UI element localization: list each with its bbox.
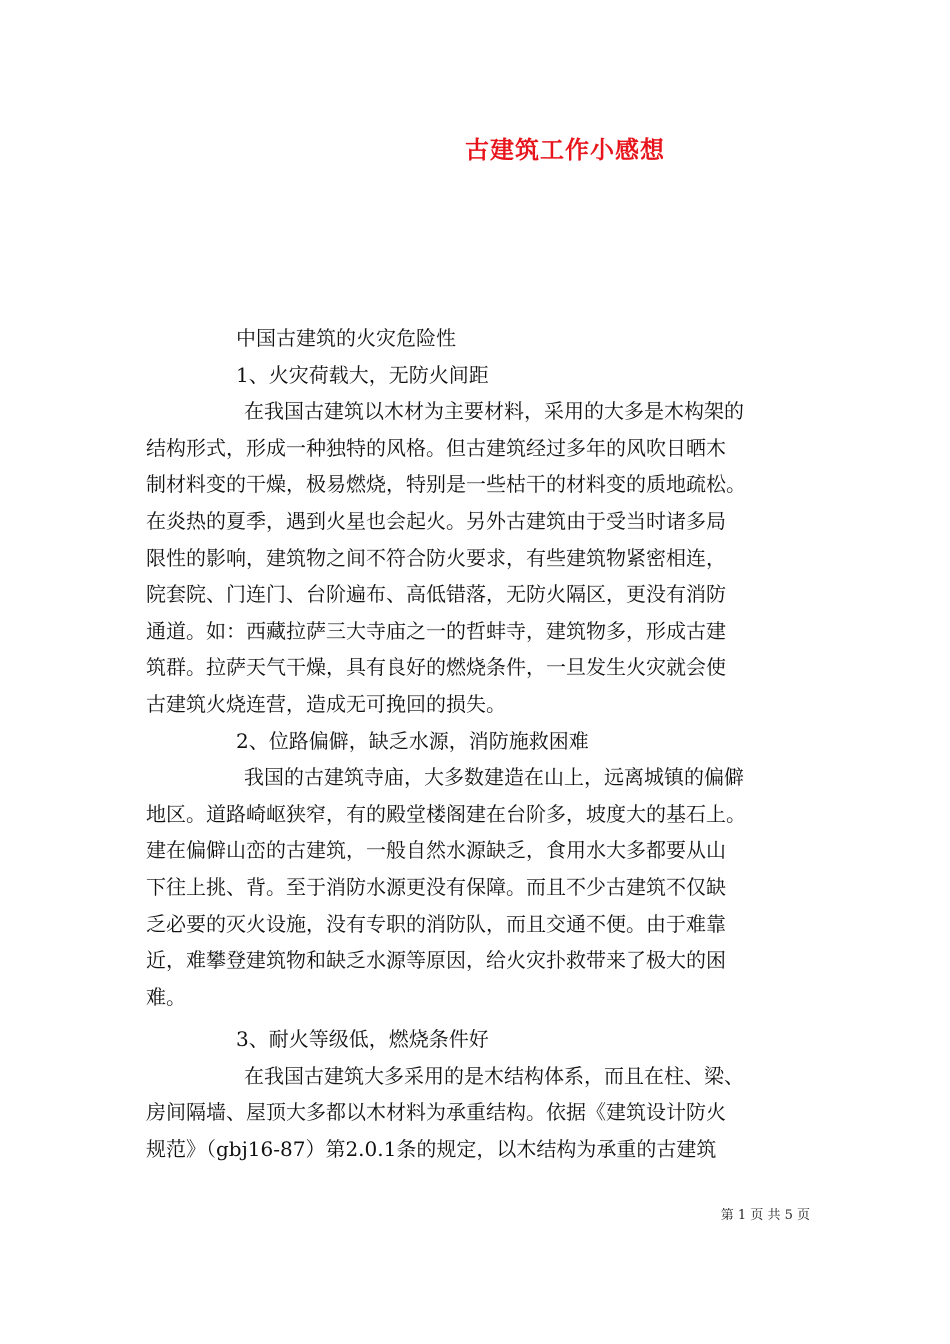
- body-line: 房间隔墙、屋顶大多都以木材料为承重结构。依据《建筑设计防火: [146, 1100, 726, 1125]
- body-line: 地区。道路崎岖狭窄，有的殿堂楼阁建在台阶多，坡度大的基石上。: [146, 801, 746, 826]
- body-line: 古建筑火烧连营，造成无可挽回的损失。: [146, 691, 506, 716]
- body-line: 乏必要的灭火设施，没有专职的消防队，而且交通不便。由于难靠: [146, 911, 726, 936]
- body-line: 下往上挑、背。至于消防水源更没有保障。而且不少古建筑不仅缺: [146, 874, 726, 899]
- document-title: 古建筑工作小感想: [465, 135, 665, 164]
- body-line: 通道。如：西藏拉萨三大寺庙之一的哲蚌寺，建筑物多，形成古建: [146, 618, 726, 643]
- page-footer: 第 1 页 共 5 页: [720, 1208, 810, 1223]
- body-line: 规范》（gbj16-87）第2.0.1条的规定，以木结构为承重的古建筑: [146, 1137, 717, 1162]
- section-heading: 3、耐火等级低，燃烧条件好: [236, 1027, 489, 1052]
- body-line: 近，难攀登建筑物和缺乏水源等原因，给火灾扑救带来了极大的困: [146, 948, 726, 973]
- body-line: 建在偏僻山峦的古建筑，一般自然水源缺乏，食用水大多都要从山: [146, 838, 726, 863]
- body-line: 制材料变的干燥，极易燃烧，特别是一些枯干的材料变的质地疏松。: [146, 472, 746, 497]
- section-heading: 中国古建筑的火灾危险性: [236, 326, 456, 350]
- body-line: 结构形式，形成一种独特的风格。但古建筑经过多年的风吹日晒木: [146, 435, 726, 460]
- section-heading: 1、火灾荷载大，无防火间距: [236, 362, 489, 387]
- body-line: 在我国古建筑以木材为主要材料，采用的大多是木构架的: [244, 399, 744, 424]
- body-line: 院套院、门连门、台阶遍布、高低错落，无防火隔区，更没有消防: [146, 582, 726, 607]
- document-body: [146, 320, 818, 1168]
- body-line: 在炎热的夏季，遇到火星也会起火。另外古建筑由于受当时诸多局: [146, 508, 726, 533]
- body-line: 限性的影响，建筑物之间不符合防火要求，有些建筑物紧密相连，: [146, 545, 726, 570]
- body-line: 筑群。拉萨天气干燥，具有良好的燃烧条件，一旦发生火灾就会使: [146, 655, 726, 680]
- body-line: 难。: [146, 984, 186, 1009]
- section-heading: 2、位路偏僻，缺乏水源，消防施救困难: [236, 728, 589, 753]
- body-line: 在我国古建筑大多采用的是木结构体系，而且在柱、梁、: [244, 1063, 744, 1088]
- body-line: 我国的古建筑寺庙，大多数建造在山上，远离城镇的偏僻: [244, 765, 744, 790]
